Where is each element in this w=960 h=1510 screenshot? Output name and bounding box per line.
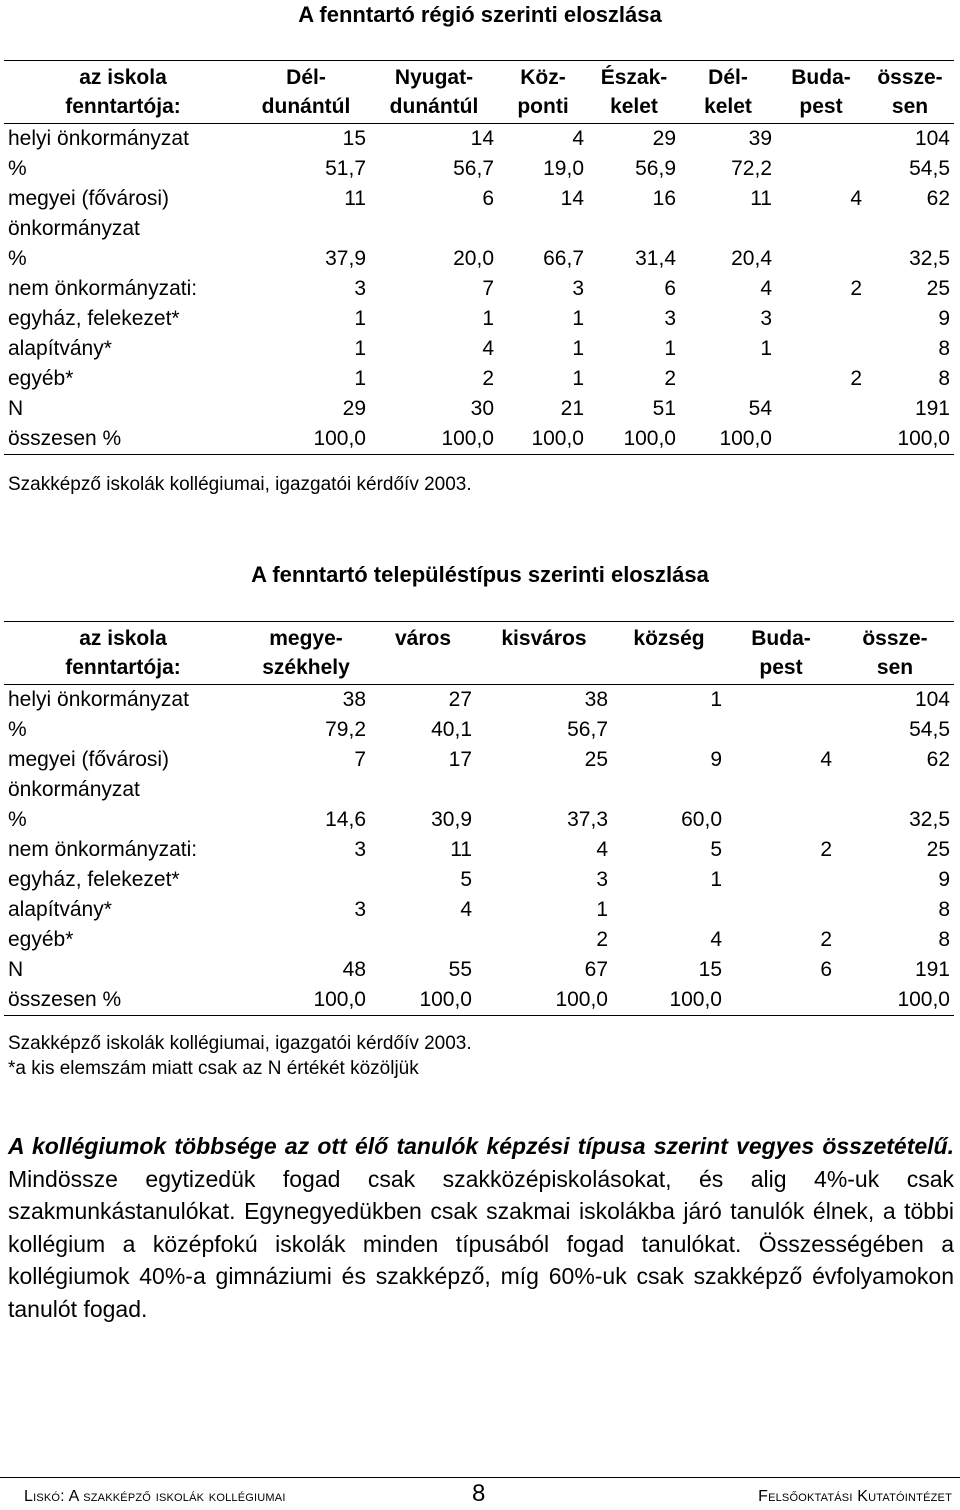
body-paragraph [8,1130,954,1325]
cell: 4 3 1 2 [596,838,608,951]
cell: 39 72,2 [731,127,772,180]
table2-settlement-distribution [4,621,954,1016]
cell: 14 56,7 [453,127,494,180]
cell: 14 66,7 [543,187,584,270]
cell: 38 79,2 [325,688,366,741]
table2-source: Szakképző iskolák kollégiumai, igazgatói kérdőív 2003. [8,1033,472,1054]
table-row [4,955,954,1016]
header-cell: megye- székhely [242,622,370,685]
row-label: N összesen % [4,955,242,1016]
table1-region-distribution [4,60,954,455]
cell: 6 3 1 2 [664,277,676,390]
cell: 3 1 1 1 [354,277,366,390]
cell: 62 32,5 [909,187,950,270]
page-number: 8 [472,1480,486,1507]
header-cell: város [370,622,476,685]
cell: 30 100,0 [370,394,498,455]
header-cell: kisváros [476,622,612,685]
paragraph-body: Mindössze egytizedük fogad csak szakközépiskolásokat, és alig 4%-uk csak szakmunkástanulókat. Egynegyedükben csak szakmai iskolákba járó tanulók élnek, a többi kollégium a középfokú iskolák minden típusából fogad tanulókat. Összességében a kollégiumok 40%-a gimnáziumi és szakképző, míg 60%-uk csak szakképző évfolyamokon tanulót fogad. [8,1165,954,1322]
header-cell: Nyugat- dunántúl [370,61,498,124]
cell: 38 56,7 [567,688,608,741]
cell: 4 [850,187,862,210]
cell [776,124,866,185]
table-row [4,184,954,274]
row-label: megyei (fővárosi) önkormányzat % [8,187,170,270]
cell: 29 56,9 [635,127,676,180]
header-cell: Buda- pest [776,61,866,124]
cell: 4 3 1 [760,277,772,360]
cell: 15 100,0 [612,955,726,1016]
header-cell: Észak- kelet [588,61,680,124]
cell: 67 100,0 [476,955,612,1016]
cell: 62 32,5 [909,748,950,831]
cell: 9 60,0 [681,748,722,831]
cell: 2 2 [820,838,832,951]
header-cell: az iskola fenntartója: [4,61,242,124]
row-label: megyei (fővárosi) önkormányzat % [8,748,170,831]
cell: 29 100,0 [242,394,370,455]
cell: 191 100,0 [836,955,954,1016]
footer-right: Felsőoktatási Kutatóintézet [758,1488,952,1505]
cell: 5 1 4 [710,838,722,951]
table-row [4,685,954,746]
table1-header-row [4,61,954,124]
table2-header-row [4,622,954,685]
cell: 11 37,9 [325,187,366,270]
cell: 21 100,0 [498,394,588,455]
cell: 48 100,0 [242,955,370,1016]
cell: 4 19,0 [543,127,584,180]
table2-footnote: *a kis elemszám miatt csak az N értékét közöljük [8,1058,419,1079]
table-row [4,394,954,455]
cell [776,394,866,455]
cell: 11 20,4 [731,187,772,270]
footer-left: Liskó: A szakképző iskolák kollégiumai [24,1488,286,1505]
cell: 25 37,3 [567,748,608,831]
table1-title: A fenntartó régió szerinti eloszlása [298,2,662,27]
header-cell: össze- sen [836,622,954,685]
table-row [4,274,954,394]
cell: 4 [820,748,832,771]
cell: 7 14,6 [325,748,366,831]
header-cell: Köz- ponti [498,61,588,124]
cell: 54 100,0 [680,394,776,455]
row-label: nem önkormányzati: egyház, felekezet* alapítvány* egyéb* [8,838,198,951]
cell: 7 1 4 2 [482,277,494,390]
row-label: helyi önkormányzat % [8,688,189,741]
cell: 2 2 [850,277,862,390]
cell: 15 51,7 [325,127,366,180]
header-cell: össze- sen [866,61,954,124]
table1-source: Szakképző iskolák kollégiumai, igazgatói kérdőív 2003. [8,474,472,495]
cell: 16 31,4 [635,187,676,270]
table-row [4,124,954,185]
cell: 17 30,9 [431,748,472,831]
cell: 3 3 [354,838,366,921]
cell [726,685,836,746]
cell: 51 100,0 [588,394,680,455]
cell: 104 54,5 [909,127,950,180]
header-cell: Dél- kelet [680,61,776,124]
paragraph-lead: A kollégiumok többsége az ott élő tanulók képzési típusa szerint vegyes összetételű. [8,1133,954,1159]
table-row [4,835,954,955]
table-row [4,745,954,835]
cell: 11 5 4 [450,838,472,921]
header-cell: Dél- dunántúl [242,61,370,124]
header-cell: az iskola fenntartója: [4,622,242,685]
page-footer [0,1477,960,1510]
row-label: nem önkormányzati: egyház, felekezet* alapítvány* egyéb* [8,277,198,390]
cell: 104 54,5 [909,688,950,741]
cell: 6 [726,955,836,1016]
cell: 3 1 1 1 [572,277,584,390]
cell: 1 [710,688,722,711]
cell: 191 100,0 [866,394,954,455]
row-label: N összesen % [4,394,242,455]
cell: 25 9 8 8 [926,838,950,951]
cell: 55 100,0 [370,955,476,1016]
row-label: helyi önkormányzat % [8,127,189,180]
cell: 25 9 8 8 [926,277,950,390]
cell: 27 40,1 [431,688,472,741]
cell: 6 20,0 [453,187,494,270]
table2-title: A fenntartó településtípus szerinti eloszlása [251,562,709,587]
header-cell: Buda- pest [726,622,836,685]
header-cell: község [612,622,726,685]
